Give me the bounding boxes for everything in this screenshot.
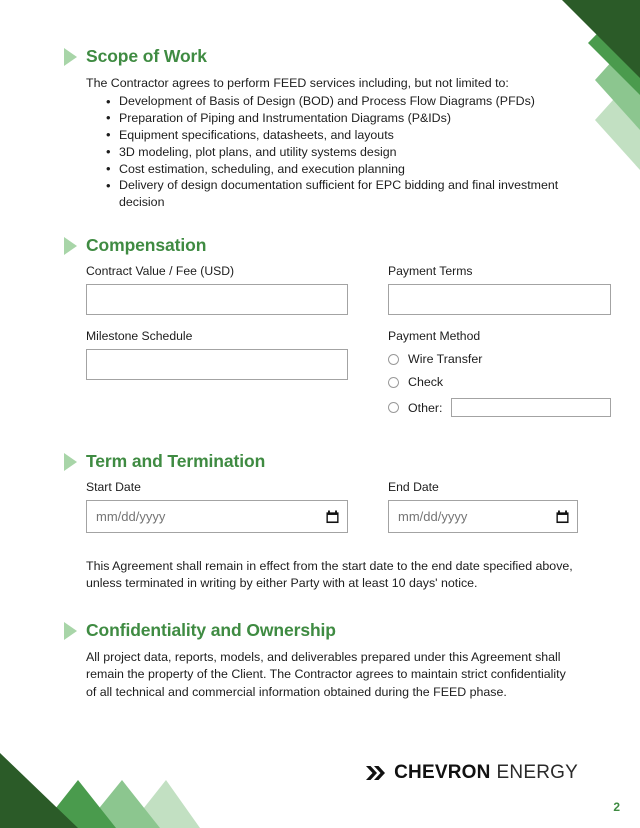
brand-logo: [366, 762, 578, 784]
section-header: [62, 235, 578, 256]
radio-label: Wire Transfer: [408, 352, 483, 367]
radio-label: Check: [408, 375, 444, 390]
contract-value-label: Contract Value / Fee (USD): [86, 264, 235, 279]
section-header: [62, 46, 578, 67]
payment-method-label: Payment Method: [388, 329, 481, 344]
radio-button-icon[interactable]: [388, 354, 399, 365]
triangle-marker-icon: [64, 237, 77, 255]
field-payment-terms: [388, 264, 611, 315]
payment-terms-input[interactable]: [388, 284, 611, 315]
triangle-marker-icon: [64, 453, 77, 471]
term-form-grid: [86, 480, 578, 547]
start-date-input[interactable]: [86, 500, 348, 533]
brand-name-light: ENERGY: [496, 762, 578, 783]
field-start-date: [86, 480, 348, 533]
section-body: [62, 480, 578, 592]
radio-button-icon[interactable]: [388, 377, 399, 388]
section-confidentiality-and-ownership: [62, 620, 578, 700]
list-item: • Development of Basis of Design (BOD) and Process Flow Diagrams (PFDs): [106, 93, 578, 110]
list-item: • Equipment specifications, datasheets, and layouts: [106, 127, 578, 144]
payment-method-other-input[interactable]: [451, 398, 611, 417]
section-title: Term and Termination: [86, 451, 266, 472]
milestone-schedule-label: Milestone Schedule: [86, 329, 193, 344]
compensation-form-grid: [86, 264, 578, 431]
end-date-input[interactable]: [388, 500, 578, 533]
section-title: Confidentiality and Ownership: [86, 620, 336, 641]
section-body: [62, 649, 578, 700]
section-term-and-termination: [62, 451, 578, 592]
field-end-date: [388, 480, 578, 533]
triangle-marker-icon: [64, 622, 77, 640]
scope-intro-text: The Contractor agrees to perform FEED services including, but not limited to:: [86, 76, 509, 90]
brand-logo-text: [394, 762, 578, 784]
field-milestone-schedule: [86, 329, 348, 417]
field-contract-value: [86, 264, 348, 315]
page-footer: [0, 762, 640, 784]
section-header: [62, 620, 578, 641]
radio-option-other[interactable]: [388, 398, 611, 417]
section-header: [62, 451, 578, 472]
list-item: • Cost estimation, scheduling, and execution planning: [106, 161, 578, 178]
radio-option-check[interactable]: [388, 375, 611, 389]
term-note-text: This Agreement shall remain in effect from the start date to the end date specified above, unless terminated in writing by either Party with at least 10 days' notice.: [86, 559, 573, 591]
list-item: • Preparation of Piping and Instrumentation Diagrams (P&IDs): [106, 110, 578, 127]
section-scope-of-work: [62, 46, 578, 211]
start-date-label: Start Date: [86, 480, 141, 495]
confidentiality-paragraph: All project data, reports, models, and deliverables prepared under this Agreement shall remain the property of the Client. The Contractor agrees to maintain strict confidentiality of all technical and commercial information obtained during the FEED phase.: [86, 650, 566, 699]
radio-label: Other:: [408, 400, 443, 415]
list-item: • 3D modeling, plot plans, and utility systems design: [106, 144, 578, 161]
section-body: [62, 75, 578, 211]
section-title: Compensation: [86, 235, 207, 256]
start-date-wrapper: [86, 500, 348, 533]
section-title: Scope of Work: [86, 46, 207, 66]
triangle-marker-icon: [64, 48, 77, 66]
section-compensation: [62, 235, 578, 431]
end-date-wrapper: [388, 500, 578, 533]
list-item: • Delivery of design documentation sufficient for EPC bidding and final investment decision: [106, 177, 578, 211]
payment-terms-label: Payment Terms: [388, 264, 473, 279]
scope-bullet-list: [86, 93, 578, 211]
section-body: [62, 264, 578, 431]
contract-value-input[interactable]: [86, 284, 348, 315]
double-chevron-icon: [366, 765, 387, 781]
milestone-schedule-input[interactable]: [86, 349, 348, 380]
page-number: 2: [613, 800, 620, 814]
end-date-label: End Date: [388, 480, 439, 495]
radio-button-icon[interactable]: [388, 402, 399, 413]
radio-option-wire-transfer[interactable]: [388, 352, 611, 366]
brand-name-bold: CHEVRON: [394, 762, 491, 783]
field-payment-method: [388, 329, 611, 417]
